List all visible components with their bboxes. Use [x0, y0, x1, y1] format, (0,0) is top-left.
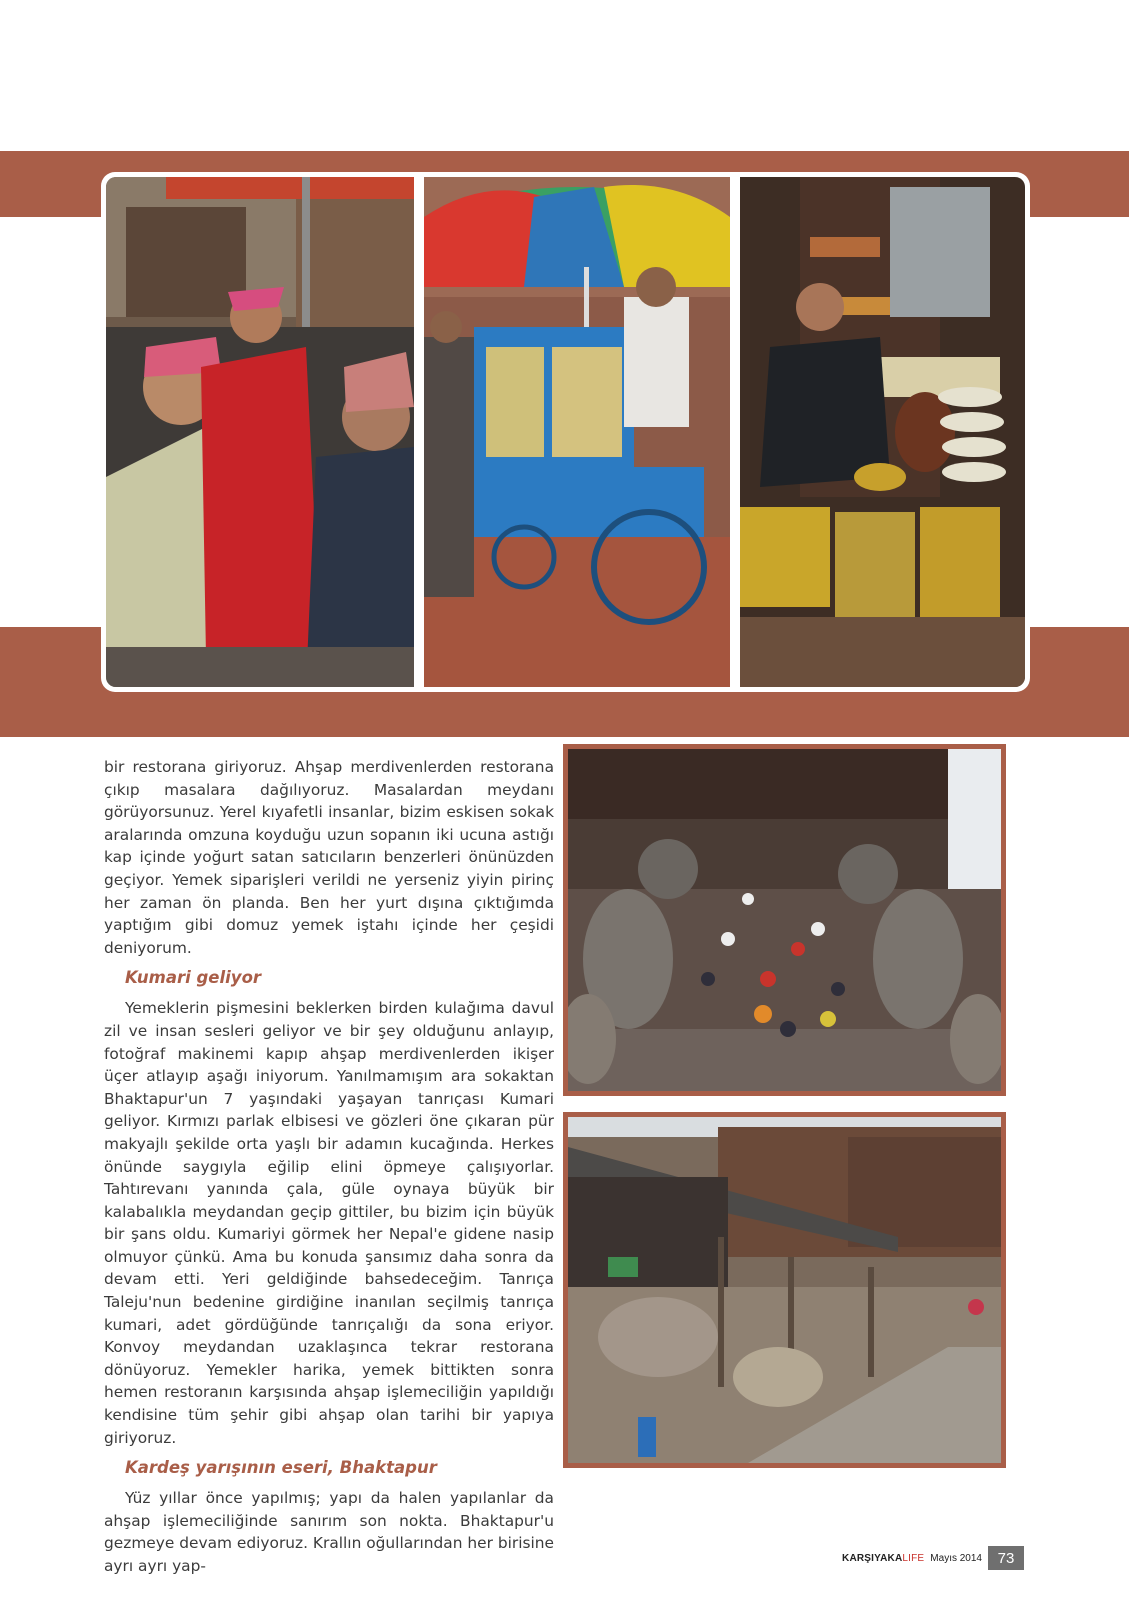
article-paragraph-kumari: Yemeklerin pişmesini beklerken birden kulağıma davul zil ve insan sesleri geliyor ve bir şey olduğunu anlayıp, fotoğraf makinemi kapıp ahşap merdivenlerden ikişer üçer atlayıp aşağı iniyorum. Yanılmamışım ara sokaktan Bhaktapur'un 7 yaşındaki yaşayan tanrıçası Kumari geliyor. Kırmızı parlak elbisesi ve gözleri öne çıkaran pür makyajlı şekilde orta yaşlı bir adamın kucağında. Herkes önünde saygıyla eğilip elini öpmeye çalışıyorlar. Tahtırevanı yanında çala, güle oynaya büyük bir kalabalıkla meydandan geçip gittiler, bu bizim için büyük bir şans oldu. Kumariyi görmek her Nepal'e gidene nasip olmuyor çünkü. Ama bu konuda şansımız daha sonra da devam etti. Yeri geldiğinde bahsedeceğim. Tanrıça Taleju'nun bedenine girdiğine inanılan seçilmiş tanrıça kumari, adet gördüğünde tanrıçalığı da sona eriyor. Konvoy meydandan uzaklaşınca tekrar restorana dönüyoruz. Yemekler harika, yemek bittikten sonra hemen restoranın karşısında ahşap işlemeciliğin yapıldığı kendisine tüm şehir gibi ahşap olan tarihi bir yapıya giriyoruz. — [104, 999, 554, 1447]
photo-group-temple-steps — [563, 744, 1006, 1096]
brand-suffix: LIFE — [902, 1552, 925, 1564]
photo-street-food-cart — [424, 177, 730, 687]
photo-spice-shop — [740, 177, 1025, 687]
issue-date: Mayıs 2014 — [930, 1552, 982, 1564]
page-number: 73 — [988, 1546, 1024, 1570]
article-paragraph-bhaktapur: Yüz yıllar önce yapılmış; yapı da halen yapılanlar da ahşap işlemeciliğinde sanırım son nokta. Bhaktapur'u gezmeye devam ediyoruz. Krallın oğullarından her birisine ayrı ayrı yap- — [104, 1489, 554, 1575]
photo-frame-kumari — [101, 172, 419, 692]
magazine-brand — [842, 1553, 924, 1564]
brand-name: KARŞIYAKA — [842, 1552, 903, 1564]
article-paragraph-intro: bir restorana giriyoruz. Ahşap merdivenlerden restorana çıkıp masalara dağılıyoruz. Masalardan meydanı görüyorsunuz. Yerel kıyafetli insanlar, bizim eskisen sokak aralarında omzuna koyduğu uzun sopanın iki ucuna astığı kap içinde yoğurt satan satıcıların benzerleri önünüzden geçiyor. Yemek siparişleri verildi ne yerseniz yiyin pirinç her zaman ön planda. Ben her yurt dışına çıktığımda yaptığım gibi domuz yemek iştahı içinde her çeşidi deniyorum. — [104, 758, 554, 957]
section-heading-kumari: Kumari geliyor — [125, 968, 262, 988]
photo-market-street — [563, 1112, 1006, 1468]
article-body — [104, 756, 554, 1578]
photo-kumari-procession — [106, 177, 414, 687]
page-footer — [842, 1546, 1024, 1570]
photo-frame-cart — [419, 172, 735, 692]
section-heading-bhaktapur: Kardeş yarışının eseri, Bhaktapur — [125, 1458, 437, 1478]
photo-frame-shop — [735, 172, 1030, 692]
